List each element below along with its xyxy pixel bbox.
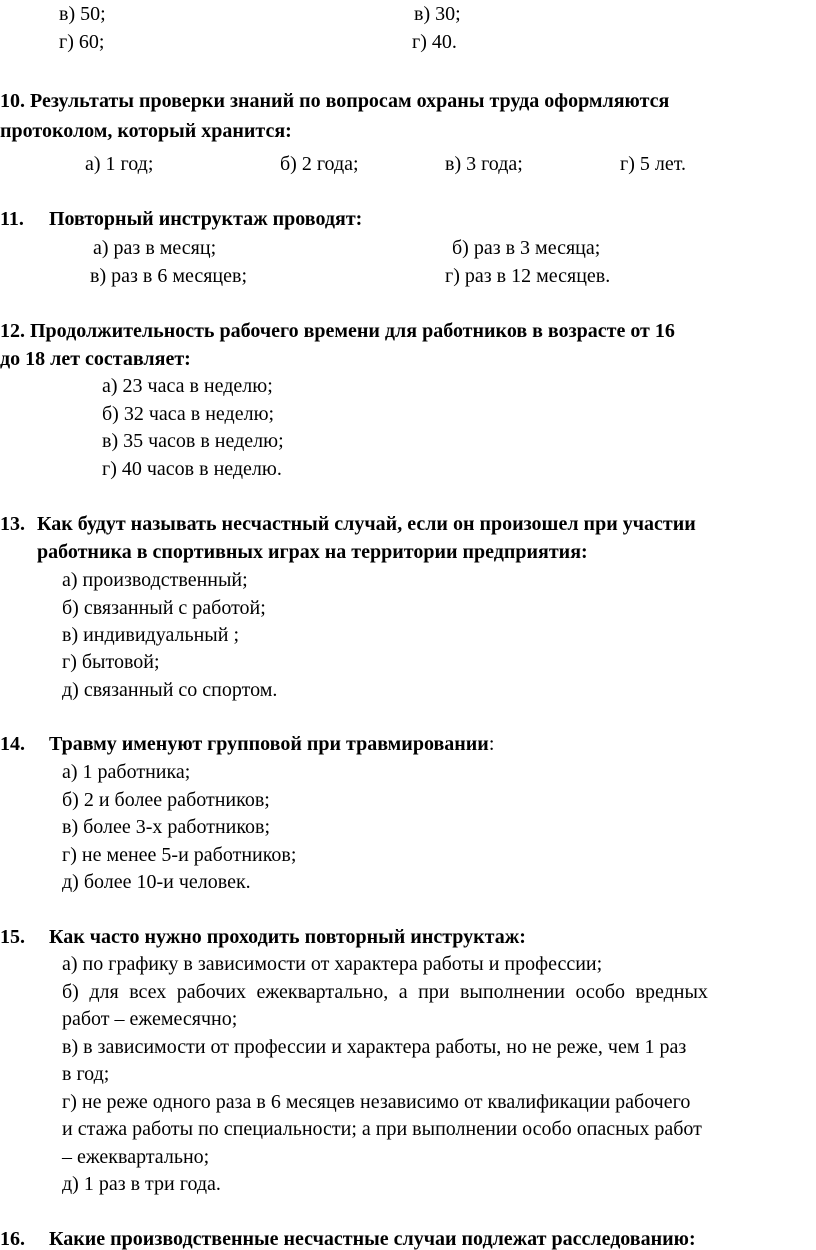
q13-option-a: а) производственный; xyxy=(62,569,248,591)
q13-number: 13. xyxy=(0,513,25,535)
q13-option-b: б) связанный с работой; xyxy=(62,597,266,619)
q14-title-colon: : xyxy=(488,733,495,755)
prev-option-g-left: г) 60; xyxy=(59,31,105,53)
q13-option-v: в) индивидуальный ; xyxy=(62,624,240,646)
q10-option-a: а) 1 год; xyxy=(85,153,154,175)
q14-option-d: д) более 10-и человек. xyxy=(62,871,251,893)
q11-option-b: б) раз в 3 месяца; xyxy=(452,237,601,259)
q10-number: 10. xyxy=(0,90,25,112)
q15-option-d: д) 1 раз в три года. xyxy=(62,1173,221,1195)
q10-title-line2: протоколом, который хранится: xyxy=(0,120,292,142)
q10-option-v: в) 3 года; xyxy=(445,153,523,175)
q15-option-v-line1: в) в зависимости от профессии и характера работы, но не реже, чем 1 раз xyxy=(62,1036,687,1058)
q11-title: Повторный инструктаж проводят: xyxy=(49,208,363,230)
q14-option-v: в) более 3-х работников; xyxy=(62,816,271,838)
q15-option-g-line2: и стажа работы по специальности; а при выполнении особо опасных работ xyxy=(62,1118,702,1140)
q14-title-text: Травму именуют групповой при травмировании xyxy=(49,733,489,755)
q12-number: 12. xyxy=(0,320,25,342)
q16-title: Какие производственные несчастные случаи подлежат расследованию: xyxy=(49,1228,696,1250)
q13-option-d: д) связанный со спортом. xyxy=(62,679,278,701)
q10-text: Результаты проверки знаний по вопросам охраны труда оформляются xyxy=(30,90,670,112)
q11-option-v: в) раз в 6 месяцев; xyxy=(90,265,248,287)
q12-option-a: а) 23 часа в неделю; xyxy=(102,375,273,397)
q12-option-v: в) 35 часов в неделю; xyxy=(102,430,284,452)
q14-option-a: а) 1 работника; xyxy=(62,761,191,783)
q12-option-b: б) 32 часа в неделю; xyxy=(102,403,275,425)
q10-title-line1 xyxy=(0,91,669,111)
q14-title xyxy=(49,734,494,754)
q10-option-b: б) 2 года; xyxy=(280,153,359,175)
q13-title-line2: работника в спортивных играх на территории предприятия: xyxy=(37,541,588,563)
q13-option-g: г) бытовой; xyxy=(62,651,160,673)
q11-number: 11. xyxy=(0,208,24,230)
q15-option-a: а) по графику в зависимости от характера работы и профессии; xyxy=(62,953,603,975)
q10-option-g: г) 5 лет. xyxy=(620,153,686,175)
q13-title-line1: Как будут называть несчастный случай, если он произошел при участии xyxy=(37,513,696,535)
q15-number: 15. xyxy=(0,926,25,948)
q15-option-b-line1: б) для всех рабочих ежеквартально, а при выполнении особо вредных xyxy=(62,981,708,1003)
q11-option-g: г) раз в 12 месяцев. xyxy=(445,265,611,287)
q16-number: 16. xyxy=(0,1228,25,1250)
q15-option-g-line1: г) не реже одного раза в 6 месяцев независимо от квалификации рабочего xyxy=(62,1091,691,1113)
q12-title-line1 xyxy=(0,321,675,341)
q14-number: 14. xyxy=(0,733,25,755)
q15-option-g-line3: – ежеквартально; xyxy=(62,1146,210,1168)
q11-option-a: а) раз в месяц; xyxy=(93,237,217,259)
q15-title: Как часто нужно проходить повторный инструктаж: xyxy=(49,926,526,948)
q12-text: Продолжительность рабочего времени для работников в возрасте от 16 xyxy=(30,320,675,342)
q14-option-g: г) не менее 5-и работников; xyxy=(62,844,297,866)
q15-option-b-line2: работ – ежемесячно; xyxy=(62,1008,238,1030)
q12-option-g: г) 40 часов в неделю. xyxy=(102,458,282,480)
prev-option-v-right: в) 30; xyxy=(414,3,461,25)
q15-option-v-line2: в год; xyxy=(62,1063,110,1085)
prev-option-g-right: г) 40. xyxy=(412,31,457,53)
prev-option-v-left: в) 50; xyxy=(59,3,106,25)
q14-option-b: б) 2 и более работников; xyxy=(62,789,270,811)
q12-title-line2: до 18 лет составляет: xyxy=(0,348,191,370)
